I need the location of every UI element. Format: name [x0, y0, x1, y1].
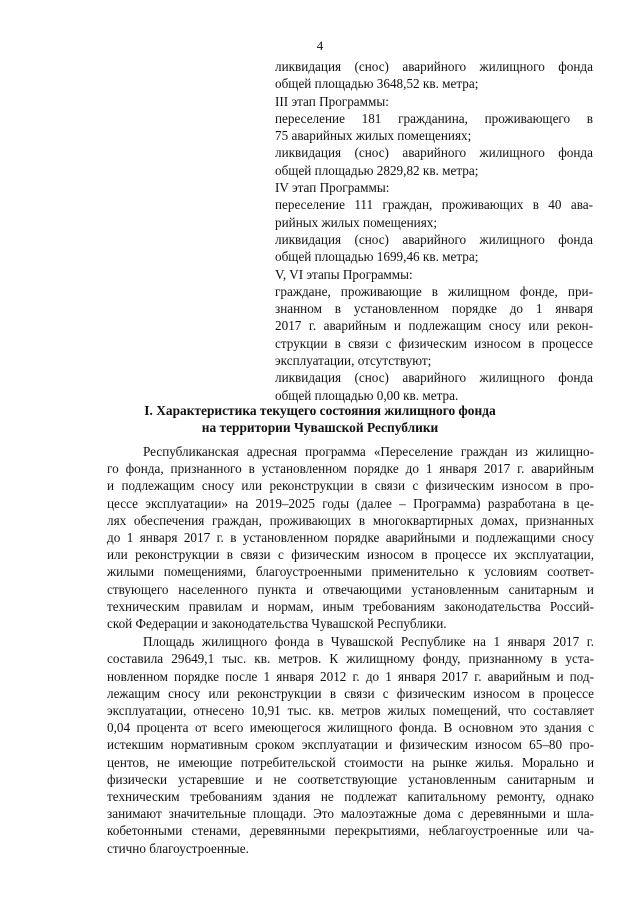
- stage-line: ликвидация (снос) аварийного жилищного фонда: [275, 370, 593, 386]
- paragraph-1: [107, 443, 594, 632]
- paragraph-line: составила 29649,1 тыс. кв. метров. К жилищному фонду, признанному в уста-: [107, 651, 594, 667]
- stage-line: рийных жилых помещениях;: [275, 214, 438, 230]
- stage-line: III этап Программы:: [275, 93, 389, 109]
- paragraph-line: цессе эксплуатации» на 2019–2025 годы (далее – Программа) разработана в це-: [107, 495, 594, 511]
- stage-line: V, VI этапы Программы:: [275, 266, 413, 282]
- stage-line: общей площадью 1699,46 кв. метра;: [275, 249, 479, 265]
- stage-line: общей площадью 2829,82 кв. метра;: [275, 162, 479, 178]
- stage-line: ликвидация (снос) аварийного жилищного фонда: [275, 59, 593, 74]
- stage-line: переселение 181 гражданина, проживающего в: [275, 110, 593, 126]
- paragraph-line: стично благоустроенные.: [107, 840, 249, 856]
- paragraph-line: истекшим нормативным сроком эксплуатации и физическим износом 65–80 про-: [107, 737, 594, 753]
- paragraph-line: ской Федерации и законодательства Чувашской Республики.: [107, 616, 447, 632]
- stage-line: струкции в связи с физическим износом в процессе: [275, 335, 593, 351]
- paragraph-line: или реконструкции в связи с физическим износом в процессе их эксплуатации,: [107, 547, 594, 563]
- paragraph-line: техническим правилам и нормам, иным требованиям законодательства Россий-: [107, 598, 594, 614]
- stage-line: переселение 111 граждан, проживающих в 40 ава-: [275, 197, 593, 213]
- paragraph-line: эксплуатации, отнесено 10,91 тыс. кв. метров жилых помещений, что составляет: [107, 703, 594, 719]
- section-heading: [100, 402, 540, 436]
- paragraph-line: лежащим сносу или реконструкции в связи с физическим износом в процессе: [107, 685, 594, 701]
- paragraph-line: до 1 января 2017 г. в установленном порядке аварийными и подлежащими сносу: [107, 530, 594, 546]
- paragraph-line: го фонда, признанного в установленном порядке до 1 января 2017 г. аварийным: [107, 461, 594, 477]
- stage-line: ликвидация (снос) аварийного жилищного фонда: [275, 145, 593, 161]
- paragraph-line: занимают значительные площади. Это малоэтажные дома с деревянными и шла-: [107, 806, 594, 822]
- paragraph-line: физически устаревшие и не соответствующие установленным санитарным и: [107, 771, 594, 787]
- stage-line: 75 аварийных жилых помещениях;: [275, 128, 472, 144]
- paragraph-line: Республиканская адресная программа «Переселение граждан из жилищно-: [143, 444, 594, 459]
- section-heading-line-1: I. Характеристика текущего состояния жилищного фонда: [144, 403, 496, 418]
- paragraph-2: [107, 633, 594, 857]
- paragraph-line: и подлежащим сносу или реконструкции в связи с физическим износом в про-: [107, 478, 594, 494]
- paragraph-line: лях обеспечения граждан, проживающих в многоквартирных домах, признанных: [107, 512, 594, 528]
- section-body: [107, 443, 594, 857]
- stage-line: общей площадью 3648,52 кв. метра;: [275, 76, 479, 92]
- paragraph-line: техническим требованиям здания не подлежат капитальному ремонту, однако: [107, 789, 594, 805]
- stage-line: эксплуатации, отсутствуют;: [275, 353, 432, 369]
- paragraph-line: ствующего населенного пункта и отвечающими установленным санитарным и: [107, 581, 594, 597]
- stage-line: ликвидация (снос) аварийного жилищного фонда: [275, 231, 593, 247]
- paragraph-line: 0,04 процента от всего имеющегося жилищного фонда. В основном это здания с: [107, 720, 594, 736]
- program-stages-block: [275, 58, 593, 404]
- stage-line: IV этап Программы:: [275, 180, 390, 196]
- stage-line: общей площадью 0,00 кв. метра.: [275, 387, 459, 403]
- paragraph-line: центов, не имеющие потребительской стоимости на рынке жилья. Морально и: [107, 754, 594, 770]
- stage-line: знанном в установленном порядке до 1 января: [275, 301, 593, 317]
- page-number: 4: [316, 38, 324, 53]
- paragraph-line: Площадь жилищного фонда в Чувашской Республике на 1 января 2017 г.: [143, 634, 594, 650]
- paragraph-line: кобетонными стенами, деревянными перекрытиями, неблагоустроенные или ча-: [107, 823, 594, 839]
- stage-line: 2017 г. аварийным и подлежащим сносу или рекон-: [275, 318, 593, 334]
- section-heading-line-2: на территории Чувашской Республики: [201, 420, 439, 435]
- stage-line: граждане, проживающие в жилищном фонде, при-: [275, 283, 593, 299]
- paragraph-line: жилыми помещениями, благоустроенными применительно к условиям соответ-: [107, 564, 594, 580]
- paragraph-line: новленном порядке после 1 января 2012 г. до 1 января 2017 г. аварийным и под-: [107, 668, 594, 684]
